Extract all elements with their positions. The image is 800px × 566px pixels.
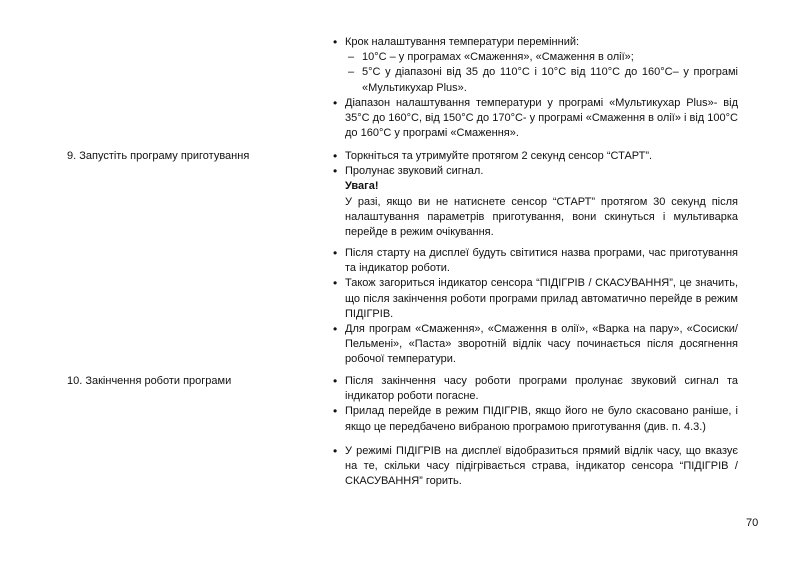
dash-marker: – xyxy=(348,51,355,64)
bullet-warm-mode: • Прилад перейде в режим ПІДІГРІВ, якщо його не було скасовано раніше, і якщо це передбачено вибраною програмою приготування (див. п. 4.3.) xyxy=(333,404,738,434)
warning-title: Увага! xyxy=(345,180,379,193)
bullet-warm-indicator: • Також загориться індикатор сенсора “ПІДІГРІВ / СКАСУВАННЯ”, це значить, що після закінчення роботи програми прилад автоматично перейде в режим ПІДІГРІВ. xyxy=(333,276,738,322)
dash-text: 10°C – у програмах «Смаження», «Смаження в олії»; xyxy=(362,51,634,64)
step-9-after-start-block xyxy=(333,246,738,368)
bullet-warm-display: • У режимі ПІДІГРІВ на дисплеї відобразиться прямий відлік часу, що вказує на те, скільки часу підігрівається страва, індикатор сенсора “ПІДІГРІВ / СКАСУВАННЯ” горить. xyxy=(333,444,738,490)
bullet-hold-start: • Торкніться та утримуйте протягом 2 секунд сенсор “СТАРТ”. xyxy=(333,149,738,164)
dash-item-multicook-step xyxy=(333,65,738,95)
step-9-label: 9. Запустіть програму приготування xyxy=(67,150,250,162)
bullet-temperature-step: • Крок налаштування температури перемінний: xyxy=(333,35,738,50)
bullet-sound-signal: • Пролунає звуковий сигнал. xyxy=(333,164,738,179)
temperature-settings-block xyxy=(333,35,738,141)
dash-marker: – xyxy=(348,66,355,79)
step-9-start-block xyxy=(333,149,738,240)
dash-item-frying-step xyxy=(333,50,738,65)
page-number: 70 xyxy=(746,517,759,529)
step-10-warm-block xyxy=(333,444,738,490)
bullet-display-after-start: • Після старту на дисплеї будуть світитися назва програми, час приготування та індикатор роботи. xyxy=(333,246,738,276)
step-10-end-block xyxy=(333,374,738,435)
warning-text: У разі, якщо ви не натиснете сенсор “СТАРТ” протягом 30 секунд після налаштування параметрів приготування, вони скинуться і мультиварка перейде в режим очікування. xyxy=(345,195,738,239)
bullet-end-signal: • Після закінчення часу роботи програми пролунає звуковий сигнал та індикатор роботи погасне. xyxy=(333,374,738,404)
bullet-temperature-range: • Діапазон налаштування температури у програмі «Мультикухар Plus»- від 35°C до 160°C, від 150°C до 170°C- у програмі «Смаження в олії» і від 100°C до 160°C у програмі «Смаження». xyxy=(333,96,738,142)
dash-text: 5°C у діапазоні від 35 до 110°C і 10°C від 110°C до 160°C– у програмі «Мультикухар Plus». xyxy=(362,66,738,94)
bullet-countdown-programs: • Для програм «Смаження», «Смаження в олії», «Варка на пару», «Сосиски/Пельмені», «Паста» зворотній відлік часу починається після досягнення робочої температури. xyxy=(333,322,738,368)
step-10-label: 10. Закінчення роботи програми xyxy=(67,375,232,387)
